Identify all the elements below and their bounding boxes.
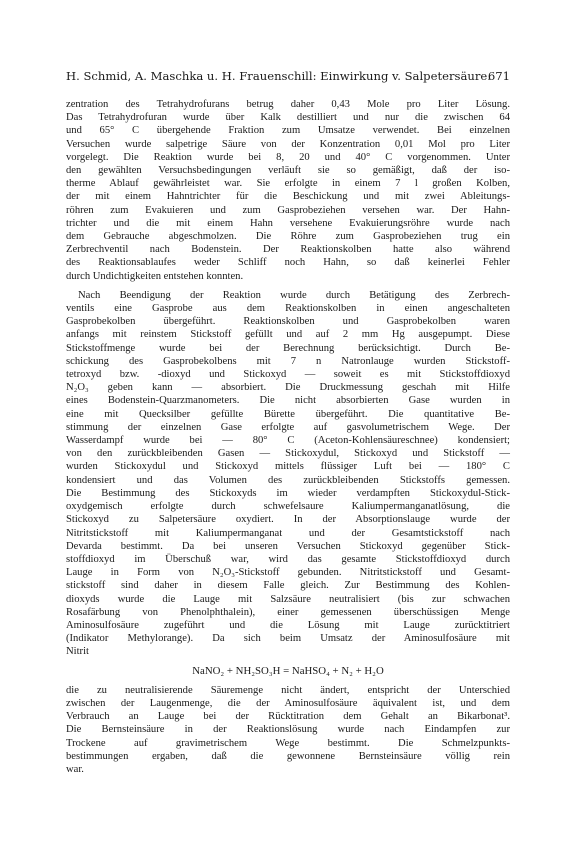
text-line: Rosafärbung von Phenolphthalein), einer gemessenen überschüssigen Menge (66, 606, 510, 618)
text-line: therme Ablauf gewährleistet war. Sie erfolgte in einem 7 l großen Kolben, (66, 178, 510, 190)
paragraph-1 (66, 98, 510, 283)
text-line: Die Bernsteinsäure in der Reaktionslösung wurde nach Eindampfen zur (66, 724, 510, 736)
text-line: ventils eine Gasprobe aus dem Reaktionskolben in einen angeschalteten (66, 303, 510, 315)
text-line: zwischen der Laugenmenge, die der Aminosulfosäure äquivalent ist, und dem (66, 697, 510, 709)
text-line: Devarda bestimmt. Da bei unseren Versuchen Stickoxyd gegenüber Stick- (66, 540, 510, 552)
text-line: und 65° C übergehende Fraktion zum Umsatze verwendet. Bei einzelnen (66, 125, 510, 137)
page-header (66, 68, 510, 84)
text-line: wurden Stickoxydul und Stickoxyd mittels flüssiger Luft bei — 180° C (66, 461, 510, 473)
text-line: Das Tetrahydrofuran wurde über Kalk destilliert und nur die zwischen 64 (66, 112, 510, 124)
text-line: (Indikator Methylorange). Da sich beim Umsatz der Aminosulfosäure mit (66, 633, 510, 645)
text-line: eines Bodenstein-Quarzmanometers. Die nicht absorbierten Gase wurden in (66, 395, 510, 407)
text-line: Stickoxyd zu Salpetersäure oxydiert. In der Absorptionslauge wurde der (66, 514, 510, 526)
text-line: trichter und die mit einem Hahn versehene Evakuierungsröhre wurde nach (66, 217, 510, 229)
text-line: eine mit Quecksilber gefüllte Bürette übergeführt. Die quantitative Be- (66, 408, 510, 420)
text-line: kondensiert und das Volumen des zurückbleibenden Stickstoffs gemessen. (66, 474, 510, 486)
text-line: oxydgemisch erfolgte durch schwefelsaure Kaliumpermanganatlösung, die (66, 501, 510, 513)
text-line: Gasprobekolben übergeführt. Reaktionskolben und Gasprobekolben waren (66, 316, 510, 328)
text-line: den gewählten Versuchsbedingungen verläuft sie so gemäßigt, daß der iso- (66, 165, 510, 177)
text-line: anfangs mit reinstem Stickstoff gefüllt und auf 2 mm Hg ausgepumpt. Diese (66, 329, 510, 341)
text-line: Nitritstickstoff mit Kaliumpermanganat und der Gesamtstickstoff nach (66, 527, 510, 539)
text-line: zentration des Tetrahydrofurans betrug daher 0,43 Mole pro Liter Lösung. (66, 99, 510, 110)
text-line: Aminosulfosäure zugeführt und die Lösung mit Lauge zurücktitriert (66, 619, 510, 631)
text-line: schickung des Gasprobekolbens mit 7 n Natronlauge wurden Stickstoff- (66, 355, 510, 367)
text-line: stoffdioxyd im Überschuß war, wird das gesamte Stickstoffdioxyd durch (66, 553, 510, 565)
text-line: Versuchen wurde salpetrige Säure von der Konzentration 0,01 Mol pro Liter (66, 138, 510, 150)
text-line: Nach Beendigung der Reaktion wurde durch Betätigung des Zerbrech- (78, 289, 510, 301)
running-head: H. Schmid, A. Maschka u. H. Frauenschill: Einwirkung v. Salpetersäure. (66, 69, 491, 83)
body-text (66, 98, 510, 782)
text-line: N₂O₃ geben kann — absorbiert. Die Druckmessung geschah mit Hilfe (66, 382, 510, 394)
text-line: Lauge in Form von N₂O₃-Stickstoff gebunden. Nitritstickstoff und Gesamt- (66, 567, 510, 579)
paragraph-2 (66, 289, 510, 659)
text-line: dioxyds wurde die Lauge mit Salzsäure neutralisiert (bis zur schwachen (66, 593, 510, 605)
text-line: Zerbrechventil nach Bodenstein. Der Reaktionskolben hatte also während (66, 244, 510, 256)
paragraph-3 (66, 684, 510, 776)
text-line: Wasserdampf wurde bei — 80° C (Aceton-Kohlensäureschnee) kondensiert; (66, 435, 510, 447)
text-line: Verbrauch an Lauge bei der Rücktitration dem Gehalt an Bikarbonat³. (66, 711, 510, 723)
text-line: der mit einem Hahntrichter für die Beschickung und mit zwei Ableitungs- (66, 191, 510, 203)
text-line: Die Bestimmung des Stickoxyds im wieder verdampften Stickoxydul-Stick- (66, 487, 510, 499)
text-line: dem Gebrauche abgeschmolzen. Die Röhre zum Gasprobeziehen trug ein (66, 231, 510, 243)
text-line: bestimmungen ergaben, daß die gewonnene Bernsteinsäure völlig rein (66, 750, 510, 762)
text-line: durch Undichtigkeiten entstehen konnten. (66, 270, 244, 282)
text-line: tetroxyd bzw. -dioxyd und Stickoxyd — soweit es mit Stickstoffdioxyd (66, 369, 510, 381)
text-line: Nitrit (66, 646, 89, 658)
text-line: die zu neutralisierende Säuremenge nicht ändert, entspricht der Unterschied (66, 684, 510, 696)
text-line: röhren zum Evakuieren und zum Gasprobeziehen versehen war. Der Hahn- (66, 204, 510, 216)
equation: NaNO₂ + NH₂SO₃H = NaHSO₄ + N₂ + H₂O (192, 664, 384, 677)
text-line: des Reaktionsablaufes weder Schliff noch Hahn, so daß keinerlei Fehler (66, 257, 510, 269)
page-number: 671 (487, 69, 510, 83)
text-line: vorgelegt. Die Reaktion wurde bei 8, 20 und 40° C vorgenommen. Unter (66, 151, 510, 163)
text-line: Trockene auf gravimetrischem Wege bestimmt. Die Schmelzpunkts- (66, 737, 510, 749)
text-line: war. (66, 763, 84, 775)
text-line: von den zurückbleibenden Gasen — Stickoxydul, Stickoxyd und Stickstoff — (66, 448, 510, 460)
text-line: stimmung der einzelnen Gase erfolgte auf gasvolumetrischem Wege. Der (66, 421, 510, 433)
text-line: Stickstoffmenge wurde bei der Berechnung berücksichtigt. Durch Be- (66, 342, 510, 354)
text-line: stickstoff sind daher in diesem Falle gleich. Zur Bestimmung des Kohlen- (66, 580, 510, 592)
